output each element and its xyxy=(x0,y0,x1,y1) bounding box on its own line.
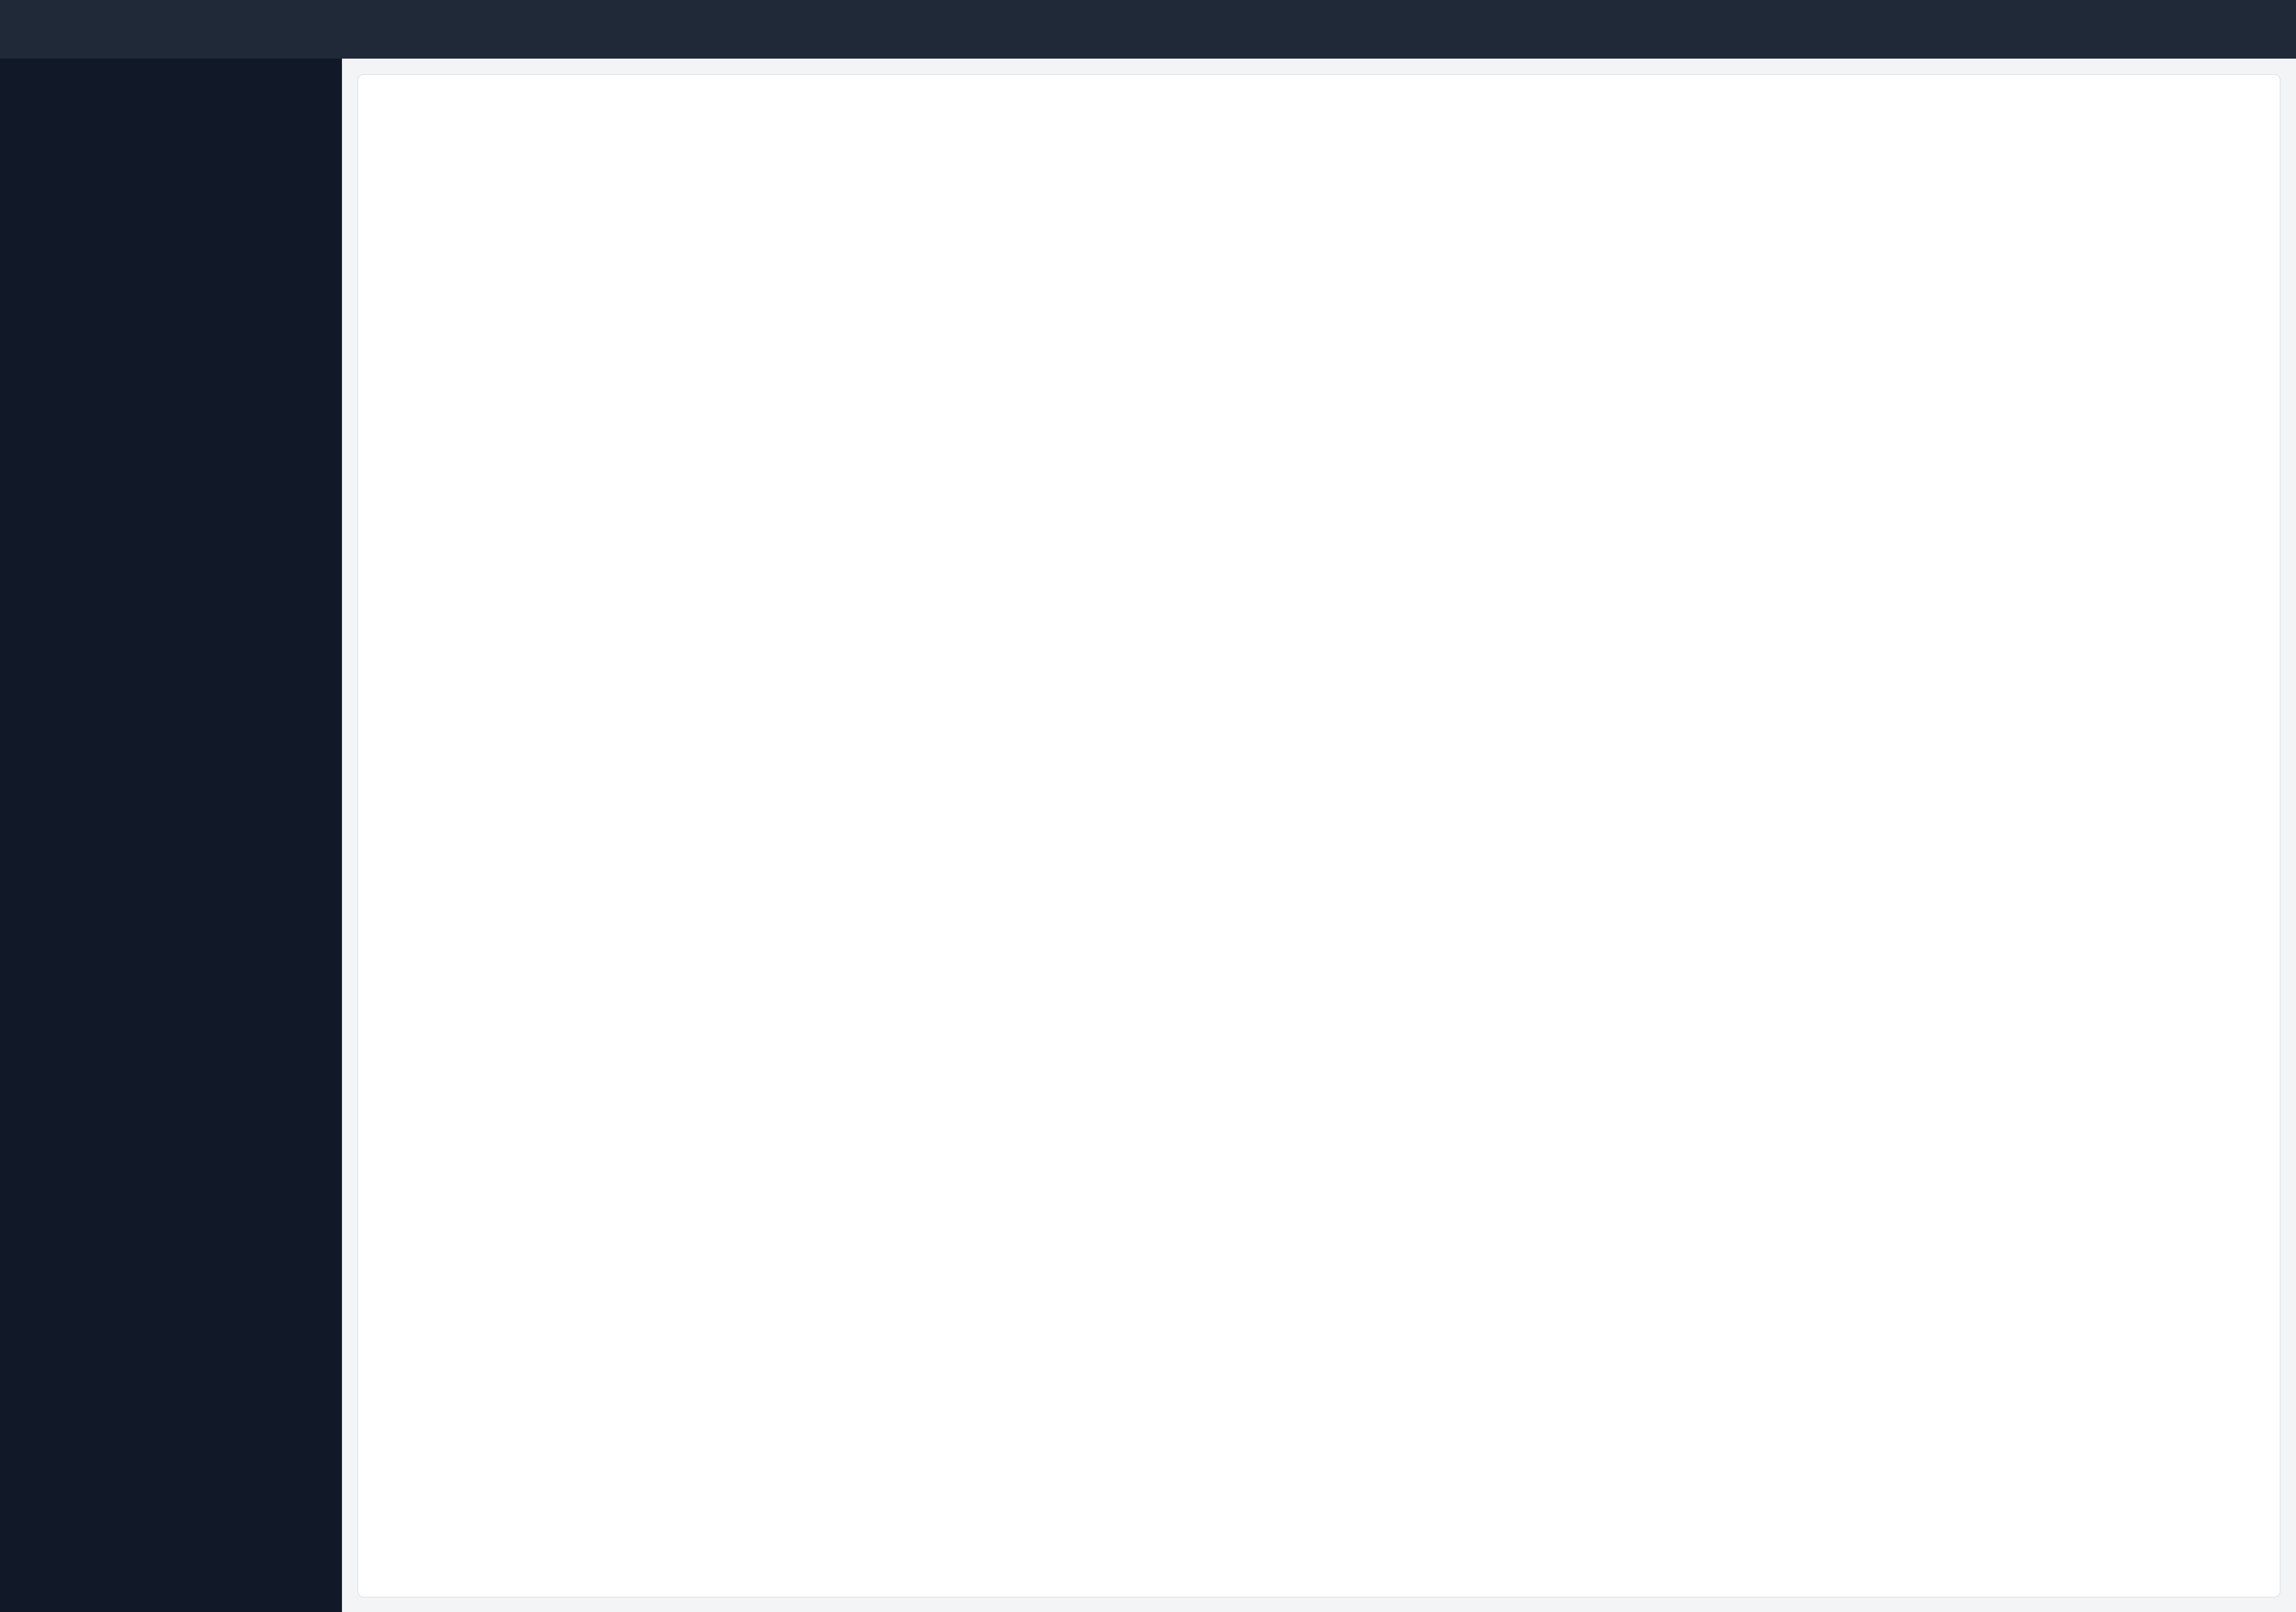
top-bar xyxy=(0,0,2296,59)
sidebar xyxy=(0,59,342,1612)
content-panel xyxy=(358,74,2280,1597)
main-layout xyxy=(0,59,2296,1612)
main-content xyxy=(342,59,2296,1612)
